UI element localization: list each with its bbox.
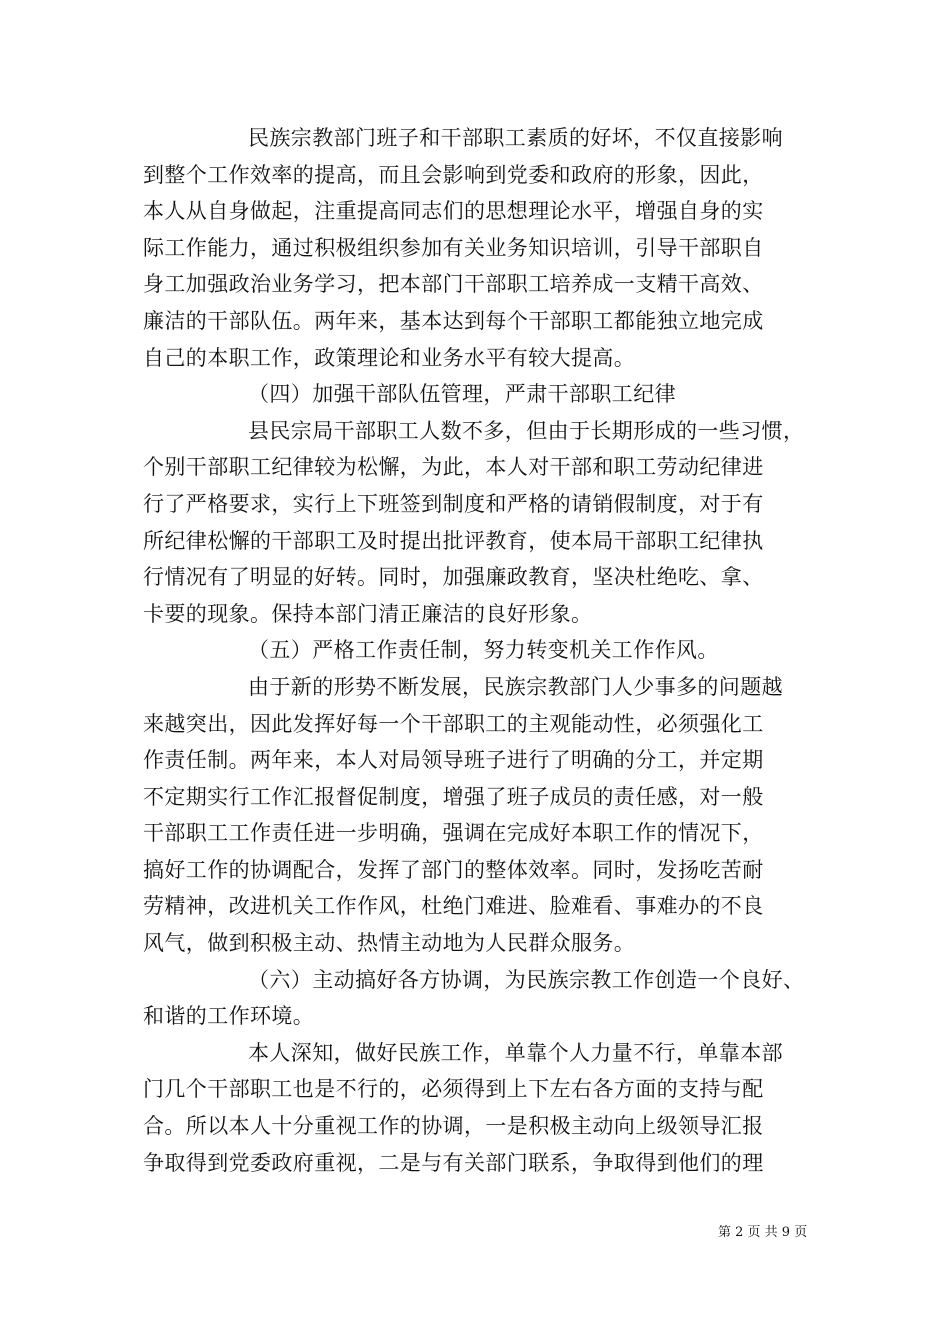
paragraph-line: 身工加强政治业务学习，把本部门干部职工培养成一支精干高效、 [143, 272, 764, 297]
paragraph-line: 本人从自身做起，注重提高同志们的思想理论水平，增强自身的实 [143, 199, 764, 224]
section-heading-continued: 和谐的工作环境。 [143, 1004, 315, 1029]
paragraph-line: 际工作能力，通过积极组织参加有关业务知识培训，引导干部职自 [143, 235, 764, 260]
page-number: 第 2 页 共 9 页 [718, 1225, 808, 1240]
paragraph-line: 不定期实行工作汇报督促制度，增强了班子成员的责任感，对一般 [143, 784, 764, 809]
paragraph-line: 劳精神，改进机关工作作风，杜绝门难进、脸难看、事难办的不良 [143, 894, 764, 919]
paragraph-line: 所纪律松懈的干部职工及时提出批评教育，使本局干部职工纪律执 [143, 528, 764, 553]
paragraph-line: 廉洁的干部队伍。两年来，基本达到每个干部职工都能独立地完成 [143, 308, 764, 333]
paragraph-line: 行了严格要求，实行上下班签到制度和严格的请销假制度，对于有 [143, 491, 764, 516]
paragraph-line: 本人深知，做好民族工作，单靠个人力量不行，单靠本部 [248, 1040, 783, 1065]
paragraph-line: 自己的本职工作，政策理论和业务水平有较大提高。 [143, 345, 636, 370]
paragraph-line: 门几个干部职工也是不行的，必须得到上下左右各方面的支持与配 [143, 1077, 764, 1102]
paragraph-line: 干部职工工作责任进一步明确，强调在完成好本职工作的情况下， [143, 821, 764, 846]
paragraph-line: 风气，做到积极主动、热情主动地为人民群众服务。 [143, 931, 636, 956]
paragraph-line: 行情况有了明显的好转。同时，加强廉政教育，坚决杜绝吃、拿、 [143, 565, 764, 590]
paragraph-line: 到整个工作效率的提高，而且会影响到党委和政府的形象，因此， [143, 162, 764, 187]
section-heading: （四）加强干部队伍管理，严肃干部职工纪律 [248, 382, 676, 407]
paragraph-line: 作责任制。两年来，本人对局领导班子进行了明确的分工，并定期 [143, 748, 764, 773]
paragraph-line: 争取得到党委政府重视，二是与有关部门联系，争取得到他们的理 [143, 1150, 764, 1175]
paragraph-line: 卡要的现象。保持本部门清正廉洁的良好形象。 [143, 601, 593, 626]
paragraph-line: 合。所以本人十分重视工作的协调，一是积极主动向上级领导汇报 [143, 1114, 764, 1139]
section-heading: （六）主动搞好各方协调，为民族宗教工作创造一个良好、 [248, 967, 805, 992]
paragraph-line: 县民宗局干部职工人数不多，但由于长期形成的一些习惯， [248, 418, 805, 443]
paragraph-line: 搞好工作的协调配合，发挥了部门的整体效率。同时，发扬吃苦耐 [143, 857, 764, 882]
paragraph-line: 由于新的形势不断发展，民族宗教部门人少事多的问题越 [248, 674, 783, 699]
paragraph-line: 来越突出，因此发挥好每一个干部职工的主观能动性，必须强化工 [143, 711, 764, 736]
section-heading: （五）严格工作责任制，努力转变机关工作作风。 [248, 638, 719, 663]
document-body [143, 120, 808, 1181]
paragraph-line: 个别干部职工纪律较为松懈，为此，本人对干部和职工劳动纪律进 [143, 455, 764, 480]
paragraph-line: 民族宗教部门班子和干部职工素质的好坏，不仅直接影响 [248, 126, 783, 150]
